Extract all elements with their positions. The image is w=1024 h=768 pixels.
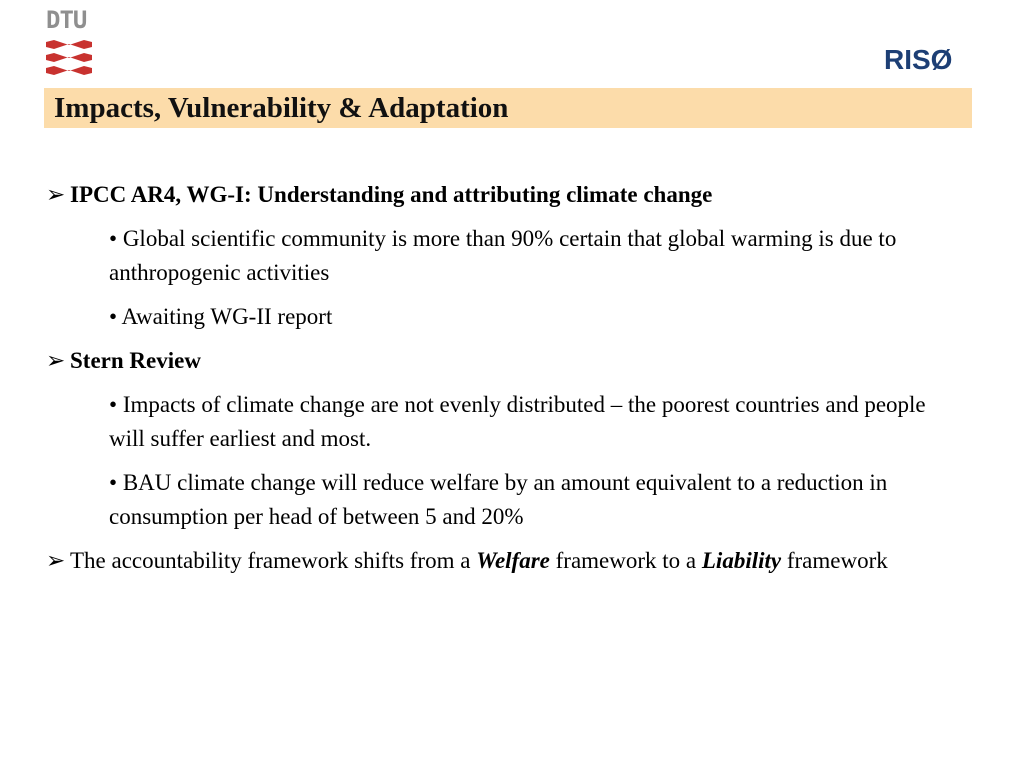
sub-bullet-impacts xyxy=(109,388,949,456)
slide-content xyxy=(46,178,976,588)
text-part: framework to a xyxy=(549,548,702,573)
dtu-mark-icon xyxy=(46,40,92,78)
arrow-bullet-icon: ➢ xyxy=(46,182,66,207)
slide-title: Impacts, Vulnerability & Adaptation xyxy=(54,92,509,124)
title-bar xyxy=(44,88,972,128)
bullet-ipcc-text: IPCC AR4, WG-I: Understanding and attributing climate change xyxy=(70,182,713,207)
riso-logo: RISØ xyxy=(884,44,953,75)
sub-bullet-certainty xyxy=(109,222,949,290)
dot-bullet-icon: • xyxy=(109,304,118,329)
sub-bullet-awaiting xyxy=(109,300,949,334)
dot-bullet-icon: • xyxy=(109,392,118,417)
dot-bullet-icon: • xyxy=(109,470,118,495)
arrow-bullet-icon: ➢ xyxy=(46,348,66,373)
bullet-stern xyxy=(46,344,976,378)
sub-bullet-bau xyxy=(109,466,949,534)
sub-bullet-text: Awaiting WG-II report xyxy=(121,304,333,329)
sub-bullet-text: Global scientific community is more than 90% certain that global warming is due to anthropogenic activities xyxy=(109,226,897,285)
dot-bullet-icon: • xyxy=(109,226,118,251)
bullet-ipcc xyxy=(46,178,976,212)
dtu-logo xyxy=(46,6,92,78)
sub-bullet-text: Impacts of climate change are not evenly distributed – the poorest countries and people will suffer earliest and most. xyxy=(109,392,926,451)
dtu-logo-text: DTU xyxy=(46,6,87,34)
text-part: framework xyxy=(781,548,888,573)
liability-term: Liability xyxy=(701,548,782,573)
sub-bullet-text: BAU climate change will reduce welfare by an amount equivalent to a reduction in consumption per head of between 5 and 20% xyxy=(109,470,888,529)
welfare-term: Welfare xyxy=(476,548,550,573)
bullet-accountability xyxy=(46,544,976,578)
text-part: The accountability framework shifts from a xyxy=(70,548,477,573)
bullet-stern-text: Stern Review xyxy=(70,348,201,373)
arrow-bullet-icon: ➢ xyxy=(46,548,66,573)
